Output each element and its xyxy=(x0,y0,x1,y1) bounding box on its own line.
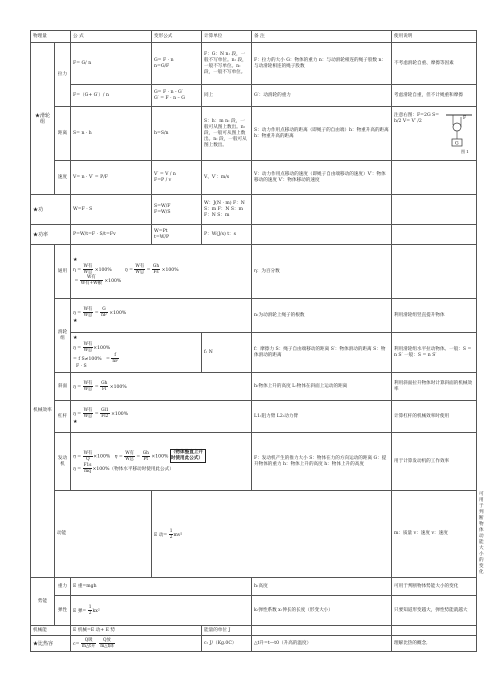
usage-cell: 用于计算发动机的工作效率 xyxy=(392,433,477,491)
pulley-g-label: G xyxy=(455,141,459,146)
usage-cell xyxy=(392,626,477,636)
formula-cell: W=F · S xyxy=(71,195,152,225)
formula-cell: η = $\frac{\text{W有}}{\text{W总}}$ = $\frac{Gl1}{Fl2}$ ×100% ★ xyxy=(71,401,252,433)
group-power: ★功率 xyxy=(31,225,71,245)
usage-cell: 理解比热的概念, xyxy=(392,636,477,652)
formula-cell: P=W/t=F · S/t=Fv xyxy=(71,225,152,245)
remark-cell: G′：动滑轮的重力 xyxy=(252,85,392,107)
formula-cell: S= n · h xyxy=(71,107,152,161)
sub-lever: 杠杆 xyxy=(55,401,71,433)
variant-line: n=G/F xyxy=(154,63,170,69)
table-row xyxy=(31,225,477,245)
formula-cell: F=（G+ G′）/ n xyxy=(71,85,152,107)
usage-cell: 利用滑轮组水平拉动物体。一般：S = n S′ 一般：S = n S′ xyxy=(392,333,477,373)
remark-cell: F：拉力的大小 G：物体的重力 n：与动滑轮相连的绳子股数 n：与动滑轮相连的绳子股数 xyxy=(252,43,392,85)
remark-cell: k:弹性系数 x:伸长的长度（形变大小） xyxy=(252,596,392,626)
engine-note-box: （物体整直上升时使用此公式） xyxy=(170,449,206,463)
remark-cell: △t升=t—t0（升高的温度） xyxy=(252,636,392,652)
group-mech: 机械能 xyxy=(31,626,71,636)
pulley-f-label: F xyxy=(463,115,467,121)
unit-cell: 同上 xyxy=(202,85,252,107)
formula-cell: c= $\frac{\text{Q吸}}{\text{m△t升}}$ $\frac{\text{Q放}}{\text{m△t降}}$ xyxy=(71,636,202,652)
header-variant: 变形公式 xyxy=(152,31,202,43)
remark-cell xyxy=(252,225,392,245)
unit-cell: 能量的单位 J xyxy=(202,626,252,636)
formula-cell: V= n · V′ = P/F xyxy=(71,161,152,195)
table-row xyxy=(31,626,477,636)
formula-cell: η = $\frac{\text{W有}}{\text{W总}}$ = $\frac{G}{nF}$ ×100% ★ xyxy=(71,299,252,333)
variant-line: W=Pt xyxy=(154,228,168,234)
group-heat: ★比热容 xyxy=(31,636,71,652)
sub-speed: 速度 xyxy=(55,161,71,195)
header-formula: 公 式 xyxy=(71,31,152,43)
table-row xyxy=(31,596,477,626)
sub-force: 拉力 xyxy=(55,43,71,107)
remark-cell: h:高度 xyxy=(252,578,392,596)
usage-cell: 可用于判断物体势能大小的变化 xyxy=(392,578,477,596)
table-row xyxy=(31,333,477,373)
table-row xyxy=(31,161,477,195)
table-row xyxy=(31,245,477,299)
variant-cell xyxy=(152,225,202,245)
remark-cell: F：发动机产生的推力大小 S：物体在力的方向运动的距离 G：提升物体的重力 h：物体上升的高度 h：物体上升的高度 xyxy=(252,433,392,491)
usage-cell xyxy=(392,225,477,245)
remark-cell: V：动力作用点移动的速度（即绳子自由端移动的速度）V′：物体移动的速度 V′：物体移动的速度 xyxy=(252,161,392,195)
table-row xyxy=(31,636,477,652)
formula-cell: E 弹= $\frac{1}{2}$ kx² xyxy=(71,596,252,626)
table-row xyxy=(31,373,477,401)
frac-general-2: $\frac{\text{W有}}{\text{W总}}$ xyxy=(135,264,145,275)
table-row xyxy=(31,85,477,107)
table-row xyxy=(31,433,477,491)
usage-text: 注意右图：F=2G S=h/2 V= V′ /2 xyxy=(394,112,440,124)
usage-cell: 不考虑滑轮自重、摩擦等因素 xyxy=(392,43,477,85)
usage-cell xyxy=(392,195,477,225)
variant-cell xyxy=(152,43,202,85)
formula-cell: E 动= $\frac{1}{2}$ mv² xyxy=(152,491,392,578)
usage-cell xyxy=(392,245,477,299)
variant-line: G= F · n - G′ xyxy=(154,89,183,95)
remark-cell: n:为动滑轮上绳子的根数 xyxy=(252,299,392,333)
group-potential: 势能 xyxy=(31,578,55,626)
usage-cell xyxy=(392,161,477,195)
sub-elastic: 弹性 xyxy=(55,596,71,626)
formula-cell: ★ η = $\frac{\text{W有}}{\text{W总}}$ ×100% η = $\frac{\text{W有}}{\text{W总}}$ = $\frac{Gh}{Fs}$ ×100% = $\frac{\text{W有}}{\text{W有+W额}}$ ×100% xyxy=(71,245,252,299)
variant-line: S=W/F xyxy=(154,203,171,209)
header-remark: 备 注 xyxy=(252,31,392,43)
variant-cell xyxy=(152,195,202,225)
group-kinetic: 动能 xyxy=(55,491,152,578)
formula-cell: E 重=mgh xyxy=(71,578,252,596)
table-row: 动能 E 动= $\frac{1}{2}$ mv² m：质量 v：速度 v：速度 可用于判断物体动能大小的变化 xyxy=(31,491,477,578)
table-row xyxy=(31,195,477,225)
sub-distance: 距离 xyxy=(55,107,71,161)
sub-engine: 发动机 xyxy=(55,433,71,491)
formula-cell: ★ η = $\frac{\text{W有}}{\text{W总}}$ ×100% = f S≠100% = $\frac{f}{nF}$ F · S xyxy=(71,333,202,373)
header-usage: 使用说明 xyxy=(392,31,477,43)
pulley-diagram xyxy=(444,113,474,155)
frac-general-4: $\frac{\text{W有}}{\text{W有+W额}}$ xyxy=(80,275,102,286)
unit-cell: P：W(J/s) t：s xyxy=(202,225,252,245)
group-work: ★功 xyxy=(31,195,71,225)
group-efficiency: 机械效率 xyxy=(31,245,55,578)
table-row xyxy=(31,107,477,161)
unit-cell: c: J/（Kg.0C） xyxy=(202,636,252,652)
formula-cell: η = $\frac{\text{W有}}{Q}$ ×100% η = $\frac{\text{W有}}{\text{W总}}$ = $\frac{Gh}{Pt}$ ×100% （物体整直上升时使用此公式） η = $\frac{F1s}{mq}$ ×100%（物体水平移动时使用此公式） xyxy=(71,433,252,491)
unit-cell: F：G：N n: 段，一般不写单位。n: 段，一般不写单位。n: 段，一般不写单位。 xyxy=(202,43,252,85)
variant-cell xyxy=(152,161,202,195)
table-row xyxy=(31,43,477,85)
variant-line: G′ = F · n – G xyxy=(154,95,185,101)
unit-cell: f: N xyxy=(202,333,252,373)
formula-cell: η = $\frac{\text{W有}}{\text{W总}}$ = $\frac{Gh}{Fl}$ ×100% xyxy=(71,373,252,401)
remark-cell xyxy=(252,626,392,636)
header-row xyxy=(31,31,477,43)
usage-cell: 利用滑轮组竖直提升物体 xyxy=(392,299,477,333)
frac-general-1: $\frac{\text{W有}}{\text{W总}}$ xyxy=(83,264,93,275)
table-row xyxy=(31,299,477,333)
variant-cell: h=S/n xyxy=(152,107,202,161)
sub-gravity: 重力 xyxy=(55,578,71,596)
sub-pulley: 滑轮组 xyxy=(55,299,71,373)
header-category: 物理量 xyxy=(31,31,71,43)
usage-cell: 考虑滑轮自重，但不计绳重和摩擦 xyxy=(392,85,477,107)
physics-formula-table xyxy=(30,30,484,652)
variant-line: t=W/P xyxy=(154,234,170,240)
table-row xyxy=(31,401,477,433)
usage-cell: 只要知道形变越大，弹性势能就越大 xyxy=(392,596,477,626)
sub-incline: 斜面 xyxy=(55,373,71,401)
header-unit: 计算单位 xyxy=(202,31,252,43)
unit-cell: V、V′：m/s xyxy=(202,161,252,195)
remark-cell: m：质量 v：速度 v：速度 xyxy=(392,491,477,578)
figure-caption: 图 1 xyxy=(461,148,469,154)
formula-cell: F= G/ n xyxy=(71,43,152,85)
usage-cell: 计算杠杆的机械效率时使用 xyxy=(392,401,477,433)
usage-cell: 利用斜面拉升物体时计算斜面的机械效率 xyxy=(392,373,477,401)
variant-line: F=W/S xyxy=(154,209,171,215)
remark-cell: S：动力作用点移动的距离（即绳子的自由端）h：物重升高的距离 h：物重升高的距离 xyxy=(252,107,392,161)
variant-line: G= F · n xyxy=(154,57,174,63)
remark-cell: f：摩擦力 S：绳子自由端移动的距离 S′：物体滑动的距离 S：物体滑动的距离 xyxy=(252,333,392,373)
unit-cell: S：h：m n: 段，一般可从图上数出。n: 段，一般可从图上数出。n: 段，一般可从图上数出。 xyxy=(202,107,252,161)
remark-cell xyxy=(252,195,392,225)
remark-cell: h:物体上升的高度 L:物体在斜面上运动的距离 xyxy=(252,373,392,401)
variant-cell xyxy=(152,85,202,107)
remark-cell: η：为百分数 xyxy=(252,245,392,299)
variant-line: V′ = V / n xyxy=(154,171,176,177)
usage-cell xyxy=(392,107,477,161)
table-row xyxy=(31,578,477,596)
remark-cell: L1:阻力臂 L2:动力臂 xyxy=(252,401,392,433)
sub-general: 通用 xyxy=(55,245,71,299)
formula-cell: E 机械=E 动+ E 势 xyxy=(71,626,202,636)
unit-cell: W：J(N · m) F：N S：m F：N S：m F：N S：m xyxy=(202,195,252,225)
frac-general-3: $\frac{Gh}{Fs}$ xyxy=(152,264,160,275)
group-pulley: ★滑轮组 xyxy=(31,43,55,195)
variant-line: F=P / v xyxy=(154,177,172,183)
